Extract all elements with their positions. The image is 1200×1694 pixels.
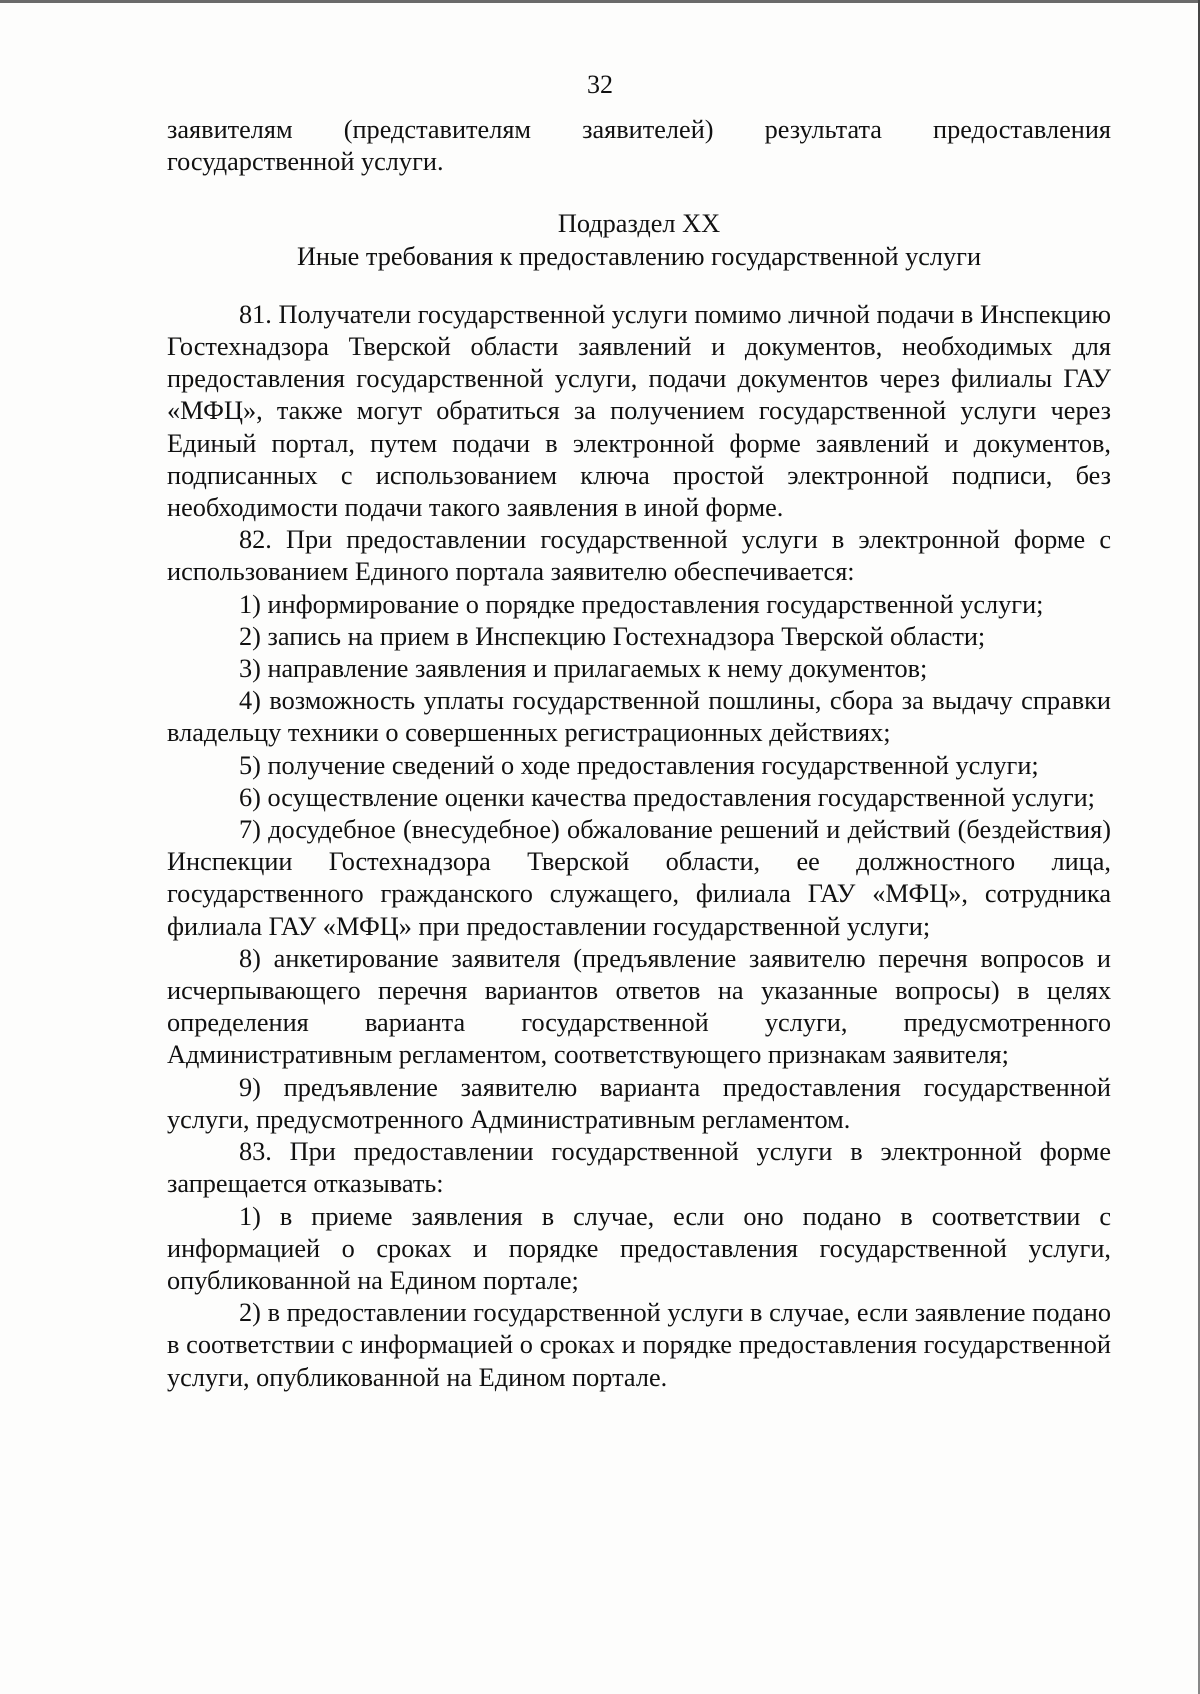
paragraph-81: 81. Получатели государственной услуги помимо личной подачи в Инспекцию Гостехнадзора Тверской области заявлений и документов, необходимых для предоставления государственной услуги, подачи документов через филиалы ГАУ «МФЦ», также могут обратиться за получением государственной услуги через Единый портал, путем подачи в электронной форме заявлений и документов, подписанных с использованием ключа простой электронной подписи, без необходимости подачи такого заявления в иной форме. (167, 299, 1111, 523)
subsection-label: Подраздел XX (557, 209, 721, 239)
list-item-83-2: 2) в предоставлении государственной услуги в случае, если заявление подано в соответствии с информацией о сроках и порядке предоставления государственной услуги, опубликованной на Едином портале. (167, 1298, 1111, 1392)
list-item-82-6: 6) осуществление оценки качества предоставления государственной услуги; (239, 782, 1095, 812)
list-item-82-2: 2) запись на прием в Инспекцию Гостехнадзора Тверской области; (239, 621, 986, 651)
list-item-82-1: 1) информирование о порядке предоставления государственной услуги; (239, 589, 1044, 619)
list-item-82-7: 7) досудебное (внесудебное) обжалование решений и действий (бездействия) Инспекции Гостехнадзора Тверской области, ее должностного лица, государственного гражданского служащего, филиала ГАУ «МФЦ», сотрудника филиала ГАУ «МФЦ» при предоставлении государственной услуги; (167, 815, 1111, 941)
list-item-82-9: 9) предъявление заявителю варианта предоставления государственной услуги, предусмотренного Административным регламентом. (167, 1072, 1111, 1134)
section-title: Иные требования к предоставлению государственной услуги (296, 241, 982, 271)
list-item-82-5: 5) получение сведений о ходе предоставления государственной услуги; (239, 750, 1039, 780)
list-item-82-4: 4) возможность уплаты государственной пошлины, сбора за выдачу справки владельцу техники о совершенных регистрационных действиях; (167, 686, 1111, 748)
list-item-82-3: 3) направление заявления и прилагаемых к нему документов; (239, 654, 928, 684)
scan-top-edge (0, 0, 1200, 3)
paragraph-83: 83. При предоставлении государственной услуги в электронной форме запрещается отказывать: (167, 1137, 1111, 1199)
paragraph-82: 82. При предоставлении государственной услуги в электронной форме с использованием Единого портала заявителю обеспечивается: (167, 525, 1111, 587)
list-item-83-1: 1) в приеме заявления в случае, если оно подано в соответствии с информацией о сроках и порядке предоставления государственной услуги, опубликованной на Едином портале; (167, 1201, 1111, 1295)
list-item-82-8: 8) анкетирование заявителя (предъявление заявителю перечня вопросов и исчерпывающего перечня вариантов ответов на указанные вопросы) в целях определения варианта государственной услуги, предусмотренного Административным регламентом, соответствующего признакам заявителя; (167, 943, 1111, 1070)
intro-paragraph: заявителям (представителям заявителей) результата предоставления государственной услуги. (167, 115, 1111, 177)
page-number: 32 (587, 70, 613, 99)
document-body (167, 114, 1111, 1394)
